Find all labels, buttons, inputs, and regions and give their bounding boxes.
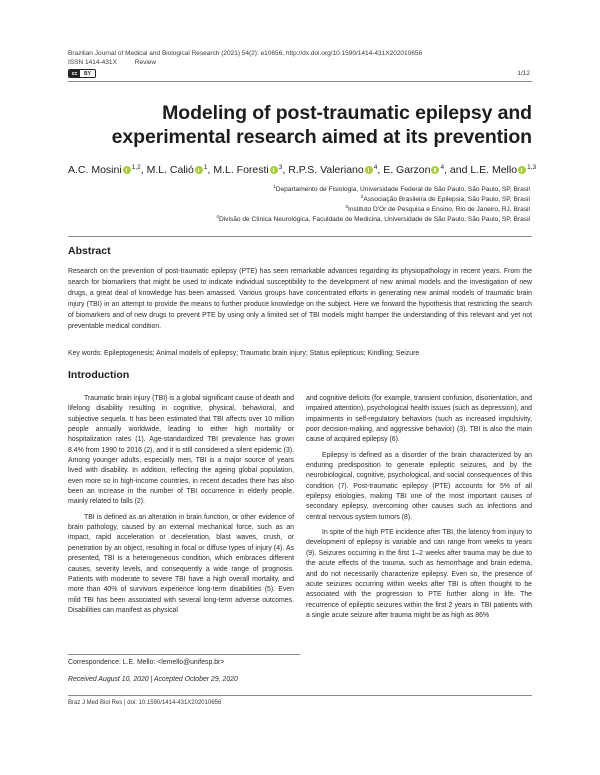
author-separator: , and (444, 164, 471, 176)
orcid-icon[interactable] (431, 166, 439, 174)
author-affiliation-marker: 1,2 (131, 164, 141, 171)
affiliation (216, 215, 530, 225)
paragraph: and cognitive deficits (for example, transient confusion, disorientation, and impaired attention), psychological health issues (such as depression), and impairments in self-regulatory behaviors (such as increased impulsivity, poor decision-making, and aggressive behavior) (3). TBI is also the main cause of acquired epilepsy (6). (306, 395, 532, 444)
author (68, 164, 147, 176)
author-separator: , (207, 164, 214, 176)
author-affiliation-marker: 4 (373, 164, 378, 171)
abstract-body: Research on the prevention of post-traumatic epilepsy (PTE) has seen remarkable advances regarding its physiopathology in recent years. From the search for biomarkers that might be used to indicate individual susceptibility to the development of new animal models and the investigation of new drugs, a great deal of knowledge has been amassed. Various groups have concentrated efforts in generating new animal models of traumatic brain injury (TBI) in an attempt to provide the means to further produce knowledge on the subject. Here we forward the hypothesis that restricting the search of biomarkers and of new drugs to prevent PTE by using only a limited set of TBI models might hamper the understanding of this relevant and yet not preventable medical condition. (68, 268, 532, 330)
cc-by-license-badge[interactable] (68, 69, 96, 78)
author-name: E. Garzon (383, 164, 431, 176)
page-number: 1/12 (517, 70, 530, 77)
affiliation-marker: 3 (345, 205, 349, 210)
affiliation (216, 185, 530, 195)
author-affiliation-marker: 3 (278, 164, 283, 171)
author-separator: , (377, 164, 384, 176)
abstract-heading: Abstract (68, 245, 111, 257)
paragraph: In spite of the high PTE incidence after TBI, the latency from injury to development of epilepsy is variable and can range from weeks to years (9). Seizures occurring in the first 1–2 weeks after trauma may be due to the acute effects of the trauma, such as hemorrhage and brain edema, and do not necessarily characterize epilepsy. Even so, the presence of acute seizures occurring within weeks after TBI is often thought to be associated with the progression to PTE further along in life. The recurrence of epileptic seizures within the first 2 years in TBI patients with a single acute seizure after trauma might be as high as 86% (306, 529, 532, 619)
paragraph: Traumatic brain injury (TBI) is a global significant cause of death and lifelong disability resulting in cognitive, physical, behavioral, and subjective sequela. It has been estimated that TBI affects over 10 million people annually worldwide, leading to either high mortality or hospitalization rates (1). Age-standardized TBI prevalence has grown 8.4% from 1990 to 2016 (2), and it is still considered a silent epidemic (3). Among younger adults, especially men, TBI is a major source of years lived with disability. In addition, reflecting the ageing global population, even more so in high-income countries, in recent decades there has also been an increase in the number of TBI occurrence in elderly people, mainly related to falls (2). (68, 395, 294, 506)
affiliation-text: Divisão de Clínica Neurológica, Faculdade de Medicina, Universidade de São Paulo, São Paulo, SP, Brasil (218, 216, 530, 223)
by-icon: BY (84, 70, 91, 77)
author-affiliation-marker: 1 (203, 164, 208, 171)
author-name: L.E. Mello (470, 164, 518, 176)
footer-divider (68, 695, 532, 696)
correspondence: Correspondence: L.E. Mello: <lemello@unifesp.br> (68, 659, 225, 666)
article-title: Modeling of post-traumatic epilepsy and experimental research aimed at its prevention (111, 102, 532, 148)
issn-line (68, 58, 156, 67)
affiliation-marker: 4 (216, 215, 219, 220)
author-separator: , (140, 164, 147, 176)
author-name: R.P.S. Valeriano (288, 164, 364, 176)
author-name: M.L. Calió (146, 164, 194, 176)
author (213, 164, 288, 176)
orcid-icon[interactable] (270, 166, 278, 174)
affiliation-text: Instituto D'Or de Pesquisa e Ensino, Rio de Janeiro, RJ, Brasil (348, 206, 530, 213)
author-separator: , (282, 164, 289, 176)
orcid-icon[interactable] (518, 166, 526, 174)
received-accepted-dates: Received August 10, 2020 | Accepted October 29, 2020 (68, 676, 238, 683)
author-affiliation-marker: 1,3 (527, 164, 537, 171)
author-name: A.C. Mosini (68, 164, 122, 176)
affiliation (216, 195, 530, 205)
author (470, 164, 536, 176)
affiliation-text: Associação Brasileira de Epilepsia, São Paulo, SP, Brasil (363, 196, 530, 203)
abstract-divider (68, 236, 532, 237)
orcid-icon[interactable] (123, 166, 131, 174)
paragraph: Epilepsy is defined as a disorder of the brain characterized by an enduring predisposition to generate epileptic seizures, and by the neurobiological, cognitive, psychological, and social consequences of this condition (7). Post-traumatic epilepsy (PTE) accounts for 5% of all epilepsy etiologies, making TBI one of the most important causes of secondary epilepsy, overcoming other causes such as infections and central nervous system tumors (8). (306, 451, 532, 521)
author (383, 164, 470, 176)
author-name: M.L. Foresti (213, 164, 269, 176)
footer-citation: Braz J Med Biol Res | doi: 10.1590/1414-431X202010656 (68, 700, 222, 706)
article-type: Review (134, 59, 157, 66)
body-column-right (306, 394, 532, 626)
body-column-left (68, 394, 294, 621)
issn: ISSN 1414-431X (68, 59, 117, 66)
keywords: Key words: Epileptogenesis; Animal models of epilepsy; Traumatic brain injury; Status epilepticus; Kindling; Seizure (68, 350, 420, 357)
header-divider (68, 81, 532, 82)
affiliation-marker: 1 (273, 185, 276, 190)
paragraph: TBI is defined as an alteration in brain function, or other evidence of brain pathology, caused by an external mechanical force, such as an impact, rapid acceleration or deceleration, blast waves, crush, or penetration by an object, resulting in focal or diffuse types of injury (4). As presented, TBI is a heterogeneous condition, which embraces different causes, severity levels, and consequently a wide range of prognosis. Patients with moderate to severe TBI have a high overall mortality, and more than 40% of survivors experience long-term disabilities (5). Even mild TBI has been associated with several long-term adverse outcomes. Disabilities can manifest as physical (68, 513, 294, 614)
affiliation-list (216, 185, 530, 225)
introduction-heading: Introduction (68, 369, 130, 381)
affiliation-marker: 2 (360, 195, 364, 200)
orcid-icon[interactable] (365, 166, 373, 174)
author-list (68, 164, 537, 176)
author (147, 164, 214, 176)
affiliation (216, 205, 530, 215)
journal-citation-line: Brazilian Journal of Medical and Biological Research (2021) 54(2): e10656, http://dx.doi.org/10.1590/1414-431X202010656 (68, 50, 423, 57)
cc-icon: cc (69, 70, 80, 77)
author-affiliation-marker: 4 (440, 164, 445, 171)
orcid-icon[interactable] (195, 166, 203, 174)
affiliation-text: Departamento de Fisiologia, Universidade Federal de São Paulo, São Paulo, SP, Brasil (275, 186, 530, 193)
author (288, 164, 383, 176)
footnote-divider (68, 654, 300, 655)
